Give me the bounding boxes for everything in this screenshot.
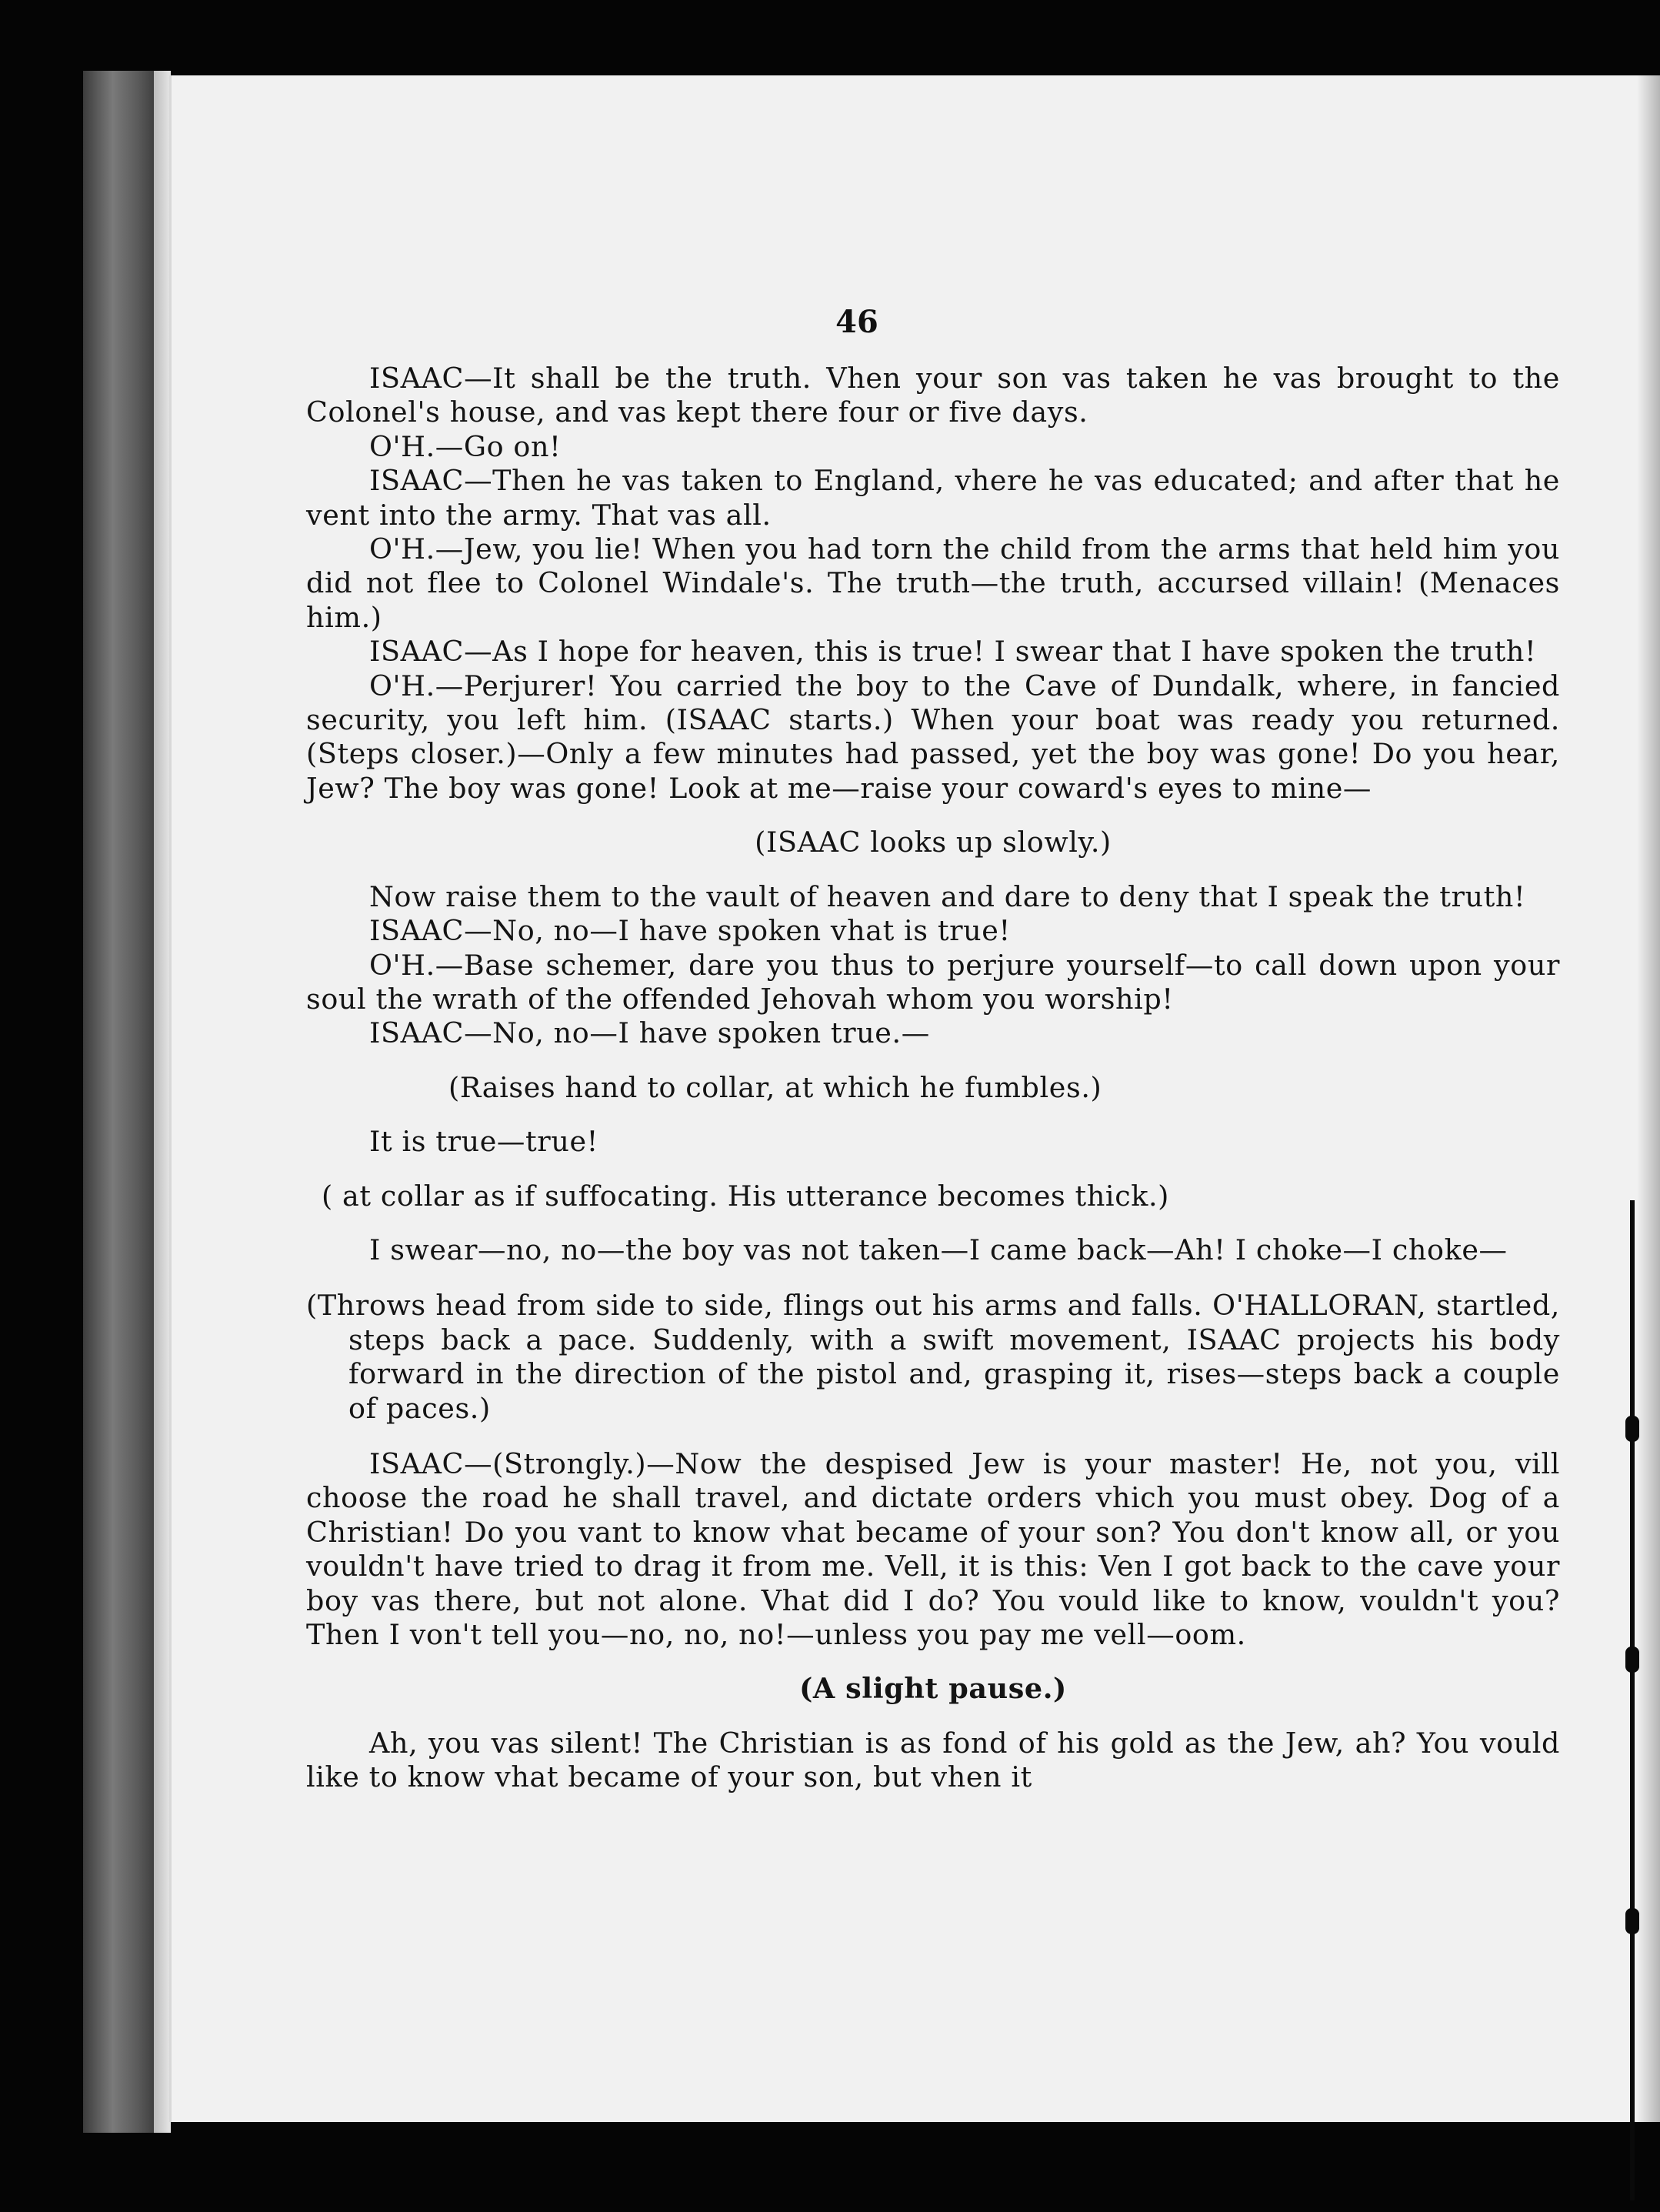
stage-direction: (A slight pause.): [799, 1672, 1067, 1706]
thread-knot: [1625, 1646, 1639, 1673]
dialogue-paragraph: ISAAC—Then he vas taken to England, vhere he vas educated; and after that he vent into the army. That vas all.: [306, 464, 1560, 532]
dialogue-paragraph: I swear—no, no—the boy vas not taken—I came back—Ah! I choke—I choke—: [369, 1233, 1508, 1266]
dialogue-paragraph: Now raise them to the vault of heaven and dare to deny that I speak the truth!: [369, 879, 1526, 913]
dialogue-paragraph: ISAAC—As I hope for heaven, this is true! I swear that I have spoken the truth!: [369, 635, 1537, 669]
stage-direction: ( at collar as if suffocating. His utterance becomes thick.): [322, 1179, 1170, 1213]
thread-knot: [1625, 1416, 1639, 1442]
page-number: 46: [835, 304, 878, 340]
stage-direction: (Raises hand to collar, at which he fumbles.): [448, 1070, 1102, 1104]
binding-thread: [1630, 1200, 1635, 2200]
page-body: [306, 362, 1560, 1795]
dialogue-paragraph: ISAAC—No, no—I have spoken vhat is true!: [369, 914, 1011, 948]
dialogue-paragraph: Ah, you vas silent! The Christian is as fond of his gold as the Jew, ah? You vould like to know vhat became of your son, but vhen it: [306, 1726, 1560, 1794]
stage-direction-block: (Throws head from side to side, flings out his arms and falls. O'HALLORAN, startled, steps back a pace. Suddenly, with a swift movement, ISAAC projects his body forward in the direction of the pistol and, grasping it, rises—steps back a couple of paces.): [306, 1289, 1560, 1425]
dialogue-paragraph: O'H.—Base schemer, dare you thus to perjure yourself—to call down upon your soul the wrath of the offended Jehovah whom you worship!: [306, 948, 1560, 1016]
binding-edge: [154, 71, 171, 2133]
dialogue-paragraph: O'H.—Jew, you lie! When you had torn the child from the arms that held him you did not flee to Colonel Windale's. The truth—the truth, accursed villain! (Menaces him.): [306, 532, 1560, 634]
dialogue-paragraph: ISAAC—(Strongly.)—Now the despised Jew is your master! He, not you, vill choose the road he shall travel, and dictate orders vhich you must obey. Dog of a Christian! Do you vant to know vhat became of your son? You don't know all, or you vouldn't have tried to drag it from me. Vell, it is this: Ven I got back to the cave your boy vas there, but not alone. Vhat did I do? You vould like to know, vouldn't you? Then I von't tell you—no, no, no!—unless you pay me vell—oom.: [306, 1446, 1560, 1651]
dialogue-paragraph: O'H.—Perjurer! You carried the boy to the Cave of Dundalk, where, in fancied security, you left him. (ISAAC starts.) When your boat was ready you returned. (Steps closer.)—Only a few minutes had passed, yet the boy was gone! Do you hear, Jew? The boy was gone! Look at me—raise your coward's eyes to mine—: [306, 669, 1560, 805]
dialogue-paragraph: It is true—true!: [369, 1125, 598, 1159]
dialogue-paragraph: ISAAC—No, no—I have spoken true.—: [369, 1016, 930, 1050]
thread-knot: [1625, 1908, 1639, 1934]
dialogue-paragraph: O'H.—Go on!: [369, 429, 562, 463]
dialogue-paragraph: ISAAC—It shall be the truth. Vhen your son vas taken he vas brought to the Colonel's house, and vas kept there four or five days.: [306, 362, 1560, 429]
stage-direction: (ISAAC looks up slowly.): [755, 826, 1112, 859]
page-shadow: [1637, 75, 1660, 2122]
